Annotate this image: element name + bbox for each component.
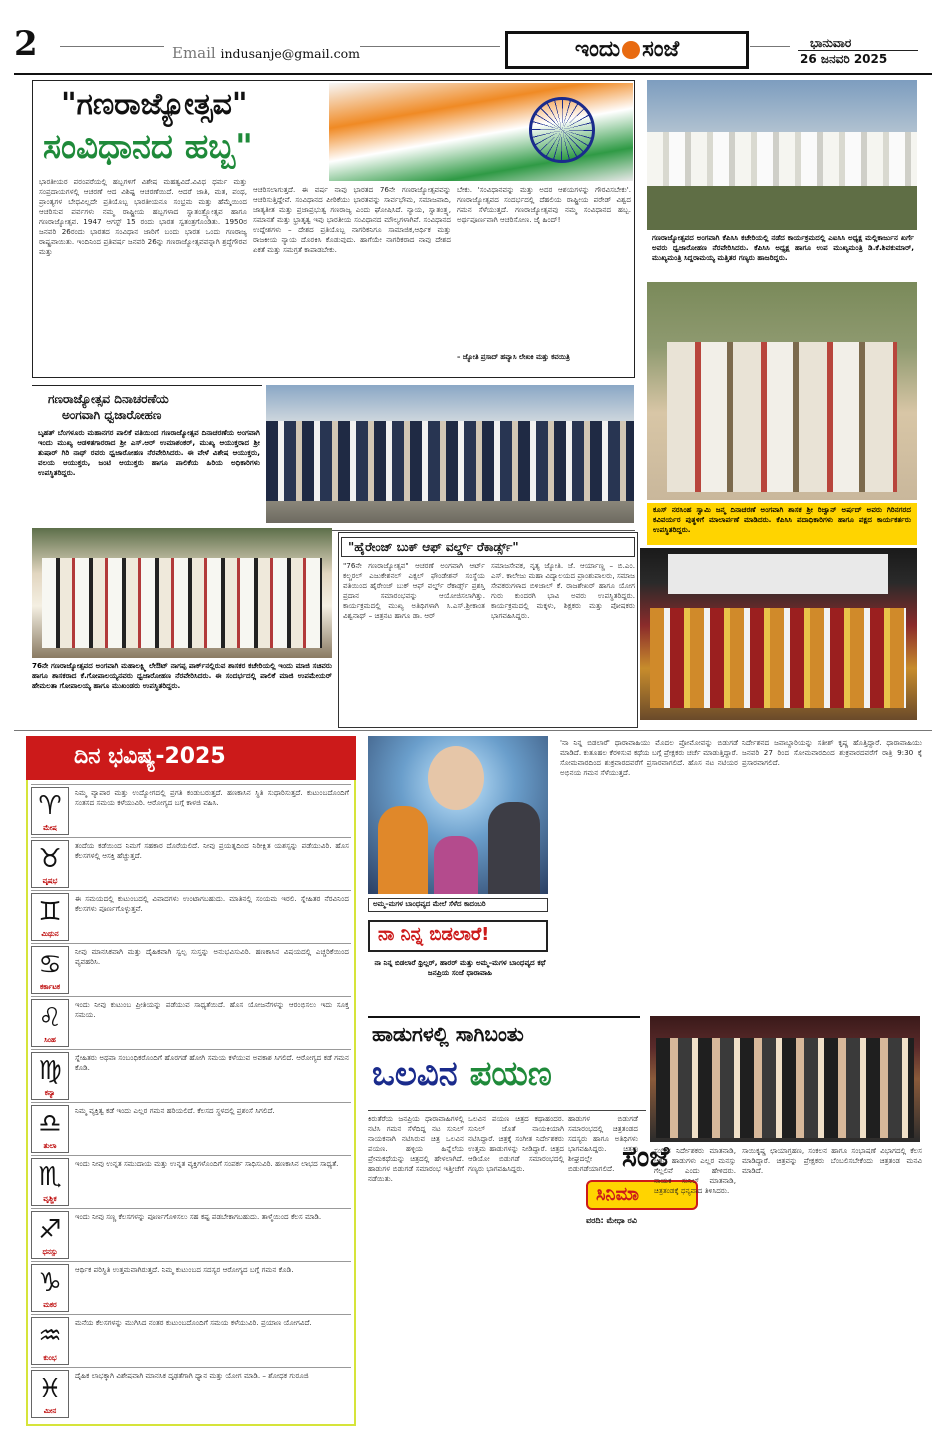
horoscope-row <box>31 784 351 837</box>
zodiac-sign-name: ವೃಶ್ಚಿಕ <box>43 1195 57 1203</box>
republic-title-line2: ಸಂವಿಧಾನದ ಹಬ್ಬ" <box>43 127 253 167</box>
zodiac-glyph-icon: ♊ <box>38 897 62 927</box>
zodiac-glyph-icon: ♓ <box>38 1374 62 1404</box>
tribute-caption-box <box>647 503 917 545</box>
serial-poster <box>368 736 548 894</box>
horoscope-text: ಇಂದು ನೀವು ಕುಟುಂಬ ಪ್ರೀತಿಯನ್ನು ಪಡೆಯುವ ಸಾಧ್ಯತೆಯಿದೆ. ಹೊಸ ಯೋಜನೆಗಳನ್ನು ಆರಂಭಿಸಲು ಇದು ಸೂಕ್ತ ಸಮಯ. <box>75 1000 349 1020</box>
zodiac-sign-badge <box>31 1105 69 1153</box>
masthead-left: ಇಂದು <box>574 37 621 62</box>
zodiac-glyph-icon: ♑ <box>38 1268 62 1298</box>
zodiac-glyph-icon: ♍ <box>38 1056 62 1086</box>
email-line[interactable] <box>172 44 360 62</box>
horoscope-row <box>31 1155 351 1208</box>
zodiac-sign-name: ಮೀನ <box>43 1407 57 1415</box>
serial-caption: ಅಮ್ಮ–ಮಗಳ ಬಾಂಧವ್ಯದ ಮೇಲೆ ಸೆಳೆದ ಕಾದಂಬರಿ <box>373 900 486 908</box>
flag-hoisting-title2: ಅಂಗವಾಗಿ ಧ್ವಜಾರೋಹಣ <box>62 408 162 422</box>
horoscope-text: ನಿಮ್ಮ ವ್ಯಕ್ತಿತ್ವ ಕಡೆ ಇಂದು ಎಲ್ಲರ ಗಮನ ಹರಿಯಲಿದೆ. ಕೆಲಸದ ಸ್ಥಳದಲ್ಲಿ ಪ್ರಶಂಸೆ ಸಿಗಲಿದೆ. <box>75 1106 275 1115</box>
cinema-col3: ಹಾಡುಗಳ ಬಿಡುಗಡೆ ಸಮಾರಂಭದಲ್ಲಿ ಚಿತ್ರತಂಡದ ಸದಸ್ಯರು ಹಾಗೂ ಅತಿಥಿಗಳು ಭಾಗವಹಿಸಿದ್ದರು. ಚಿತ್ರವು ಶೀಘ್ರದಲ್ಲೇ ಬಿಡುಗಡೆಯಾಗಲಿದೆ. <box>568 1114 638 1173</box>
zodiac-sign-badge <box>31 1317 69 1365</box>
masthead-right: ಸಂಜೆ <box>642 37 680 62</box>
zodiac-sign-badge <box>31 1158 69 1206</box>
email-label: Email <box>172 44 216 62</box>
issue-date: 26 ಜನವರಿ 2025 <box>800 52 888 66</box>
horoscope-row <box>31 837 351 890</box>
masthead-logo <box>505 31 749 69</box>
republic-author: – ಜ್ಯೋತಿ ಪ್ರಸಾದ್ ಹವ್ಯಾಸಿ ಲೇಖಕಿ ಮತ್ತು ಕವಯಿತ್ರಿ <box>457 353 570 361</box>
horoscope-row <box>31 1261 351 1314</box>
zodiac-glyph-icon: ♌ <box>38 1003 62 1033</box>
horoscope-row <box>31 1367 351 1420</box>
horoscope-title-bar <box>26 736 356 780</box>
horoscope-text: ಈ ಸಮಯದಲ್ಲಿ ಕುಟುಂಬದಲ್ಲಿ ವಿವಾದಗಳು ಉಂಟಾಗಬಹುದು. ಮಾತಿನಲ್ಲಿ ಸಂಯಮ ಇರಲಿ. ಸ್ನೇಹಿತರ ನೆರವಿನಿಂದ ಕೆಲಸಗಳು ಪೂರ್ಣಗೊಳ್ಳುತ್ತವೆ. <box>75 894 349 914</box>
horoscope-row <box>31 996 351 1049</box>
cinema-title-word-a: ಒಲವಿನ <box>372 1054 458 1094</box>
zodiac-sign-name: ಮಕರ <box>43 1301 57 1309</box>
horoscope-row <box>31 890 351 943</box>
records-title: "ಹೈರೇಂಜ್ ಬುಕ್ ಆಫ್ ವರ್ಲ್ಡ್ ರೆಕಾರ್ಡ್ಸ್" <box>348 540 519 554</box>
zodiac-sign-name: ವೃಷಭ <box>42 877 58 885</box>
republic-title-line1: "ಗಣರಾಜ್ಯೋತ್ಸವ" <box>61 87 248 122</box>
zodiac-glyph-icon: ♏ <box>38 1162 62 1192</box>
zodiac-sign-badge <box>31 999 69 1047</box>
zodiac-sign-name: ಮೇಷ <box>43 824 57 832</box>
zodiac-sign-name: ಧನಸ್ಸು <box>42 1248 58 1256</box>
horoscope-text: ಮನೆಯ ಕೆಲಸಗಳನ್ನು ಮುಗಿಸಿದ ನಂತರ ಕುಟುಂಬದೊಂದಿಗೆ ಸಮಯ ಕಳೆಯುವಿರಿ. ಪ್ರಯಾಣ ಯೋಗವಿದೆ. <box>75 1318 312 1327</box>
records-title-box <box>341 537 635 557</box>
flag-hoisting-body: ಬೃಹತ್ ಬೆಂಗಳೂರು ಮಹಾನಗರ ಪಾಲಿಕೆ ವತಿಯಿಂದ ಗಣರಾಜ್ಯೋತ್ಸವ ದಿನಾಚರಣೆಯ ಅಂಗವಾಗಿ ಇಂದು ಮುಖ್ಯ ಆಡಳಿತಗಾರರಾದ ಶ್ರೀ ಎಸ್.ಆರ್ ಉಮಾಶಂಕರ್, ಮುಖ್ಯ ಆಯುಕ್ತರಾದ ಶ್ರೀ ತುಷಾರ್ ಗಿರಿ ನಾಥ್ ರವರು ಧ್ವಜಾರೋಹಣ ನೆರವೇರಿಸಿದರು. ಈ ವೇಳೆ ವಿಶೇಷ ಆಯುಕ್ತರು, ವಲಯ ಆಯುಕ್ತರು, ಜಂಟಿ ಆಯುಕ್ತರು ಹಾಗೂ ಪಾಲಿಕೆಯ ಹಿರಿಯ ಅಧಿಕಾರಿಗಳು ಉಪಸ್ಥಿತರಿದ್ದರು. <box>38 428 260 477</box>
republic-col3: ಬೇಕು. 'ಸಂವಿಧಾನವನ್ನು ಮತ್ತು ಅದರ ಆಶಯಗಳನ್ನು ಗೌರವಿಸಬೇಕು'. ಗಣರಾಜ್ಯೋತ್ಸವದ ಸಂದರ್ಭದಲ್ಲಿ ದೆಹಲಿಯ ರಾಷ್ಟ್ರೀಯ ಪರೇಡ್ ವಿಶ್ವದ ಗಮನ ಸೆಳೆಯುತ್ತದೆ. ಗಣರಾಜ್ಯೋತ್ಸವವು ನಮ್ಮ ಸಂವಿಧಾನದ ಹಬ್ಬ. ಅರ್ಥಪೂರ್ಣವಾಗಿ ಆಚರಿಸೋಣ. ಜೈ ಹಿಂದ್! <box>457 185 631 224</box>
records-col2: ಸಮಾಜಸೇವಕ, ನೃತ್ಯ ಜ್ಯೋತಿ. ಜೆ. ಆರ್ಯಾಣ್ಣ – ಬಿ.ಎಂ. ಎಸ್. ಕಾಲೇಜು ಮಹಾ ವಿದ್ಯಾಲಯದ ಪ್ರಾಂಶುಪಾಲರು, ಸಮಾಜ ಸೇವಕರುಗಳಾದ ಬಿಳಿಜಾಲ್ ಕೆ. ರಾಜಶೇಖರ್ ಹಾಗೂ ಯೋಗ ಗುರು ಕುಂದರಗಿ ಭಾವಿ ಅವರು ಉಪಸ್ಥಿತರಿದ್ದರು. ಕಾರ್ಯಕ್ರಮದಲ್ಲಿ ಮಕ್ಕಳು, ಶಿಕ್ಷಕರು ಮತ್ತು ಪೋಷಕರು ಭಾಗವಹಿಸಿದ್ದರು. <box>491 561 635 620</box>
records-photo <box>640 548 917 720</box>
records-article <box>338 532 638 728</box>
zodiac-glyph-icon: ♋ <box>38 950 62 980</box>
bbmp-group-photo <box>266 385 634 523</box>
ceremony-caption: 76ನೇ ಗಣರಾಜ್ಯೋತ್ಸವದ ಅಂಗವಾಗಿ ಮಹಾಲಕ್ಷ್ಮಿ ಲೇಔಟ್ ನಾಗಪ್ಪ ಪಾರ್ಕ್‌ನಲ್ಲಿರುವ ಶಾಸಕರ ಕಚೇರಿಯಲ್ಲಿ ಇಂದು ಮಾಜಿ ಸಚಿವರು ಹಾಗೂ ಶಾಸಕರಾದ ಕೆ.ಗೋಪಾಲಯ್ಯನವರು ಧ್ವಜಾರೋಹಣ ನೆರವೇರಿಸಿದರು. ಈ ಸಂದರ್ಭದಲ್ಲಿ ಪಾಲಿಕೆ ಮಾಜಿ ಉಪಮೇಯರ್ ಹೇಮಲತಾ ಗೋಪಾಲಯ್ಯ ಹಾಗೂ ಮುಖಂಡರು ಉಪಸ್ಥಿತರಿದ್ದರು. <box>32 661 332 690</box>
zodiac-sign-name: ಮಿಥುನ <box>41 930 59 938</box>
ashoka-chakra-icon <box>529 97 595 163</box>
horoscope-text: ಇಂದು ನೀವು ಉನ್ನತ ಸಮುದಾಯ ಮತ್ತು ಉನ್ನತ ವ್ಯಕ್ತಿಗಳೊಂದಿಗೆ ಸಂಪರ್ಕ ಸಾಧಿಸುವಿರಿ. ಹಣಕಾಸಿನ ಲಾಭದ ಸಾಧ್ಯತೆ. <box>75 1159 339 1168</box>
sun-icon <box>622 41 640 59</box>
horoscope-text: ಆರ್ಥಿಕ ಪರಿಸ್ಥಿತಿ ಉತ್ತಮವಾಗಿರುತ್ತದೆ. ನಿಮ್ಮ ಕುಟುಂಬದ ಸದಸ್ಯರ ಆರೋಗ್ಯದ ಬಗ್ಗೆ ಗಮನ ಕೊಡಿ. <box>75 1265 294 1274</box>
page-number: 2 <box>14 24 38 64</box>
horoscope-row <box>31 1102 351 1155</box>
horoscope-row <box>31 1049 351 1102</box>
horoscope-text: ಸ್ನೇಹಿತರು ಅಥವಾ ಸಂಬಂಧಿಕರೊಂದಿಗೆ ಹೊರಗಡೆ ಹೋಗಿ ಸಮಯ ಕಳೆಯುವ ಅವಕಾಶ ಸಿಗಲಿದೆ. ಆರೋಗ್ಯದ ಕಡೆ ಗಮನ ಕೊಡಿ. <box>75 1053 349 1073</box>
zodiac-sign-badge <box>31 1370 69 1418</box>
zodiac-sign-badge <box>31 1264 69 1312</box>
cpc-flag-photo <box>647 80 917 230</box>
logo-top: ಸಂಜೆ <box>622 1140 670 1173</box>
zodiac-sign-badge <box>31 840 69 888</box>
zodiac-glyph-icon: ♐ <box>38 1215 62 1245</box>
records-col1: "76ನೇ ಗಣರಾಜ್ಯೋತ್ಸವ" ಆಚರಣೆ ಅಂಗವಾಗಿ ಆರ್ಟ್ ಕಲ್ಚರಲ್ ಎಜುಕೇಶನಲ್ ಎಕ್ಸಲ್ ಫೌಂಡೇಶನ್ ಸಂಸ್ಥೆಯ ವತಿಯಿಂದ ಹೈರೇಂಜ್ ಬುಕ್ ಆಫ್ ವರ್ಲ್ಡ್ ರೆಕಾರ್ಡ್ಸ್ ಪ್ರಶಸ್ತಿ ಪ್ರದಾನ ಸಮಾರಂಭವನ್ನು ಆಯೋಜಿಸಲಾಗಿತ್ತು. ಕಾರ್ಯಕ್ರಮದಲ್ಲಿ ಮುಖ್ಯ ಅತಿಥಿಗಳಾಗಿ ಸಿ.ಎಸ್.ಶ್ರೀಕಾಂತ ವಿಶ್ವನಾಥ್ – ಚಿತ್ರನಟ ಹಾಗೂ ಡಾ. ಆರ್ <box>343 561 485 620</box>
republic-article <box>32 80 635 378</box>
horoscope-text: ತಂದೆಯ ಕಡೆಯಿಂದ ನಿಮಗೆ ಸಹಕಾರ ದೊರೆಯಲಿದೆ. ನೀವು ಪ್ರಯತ್ನದಿಂದ ನಿರೀಕ್ಷಿತ ಯಶಸ್ಸನ್ನು ಪಡೆಯುವಿರಿ. ಹೊಸ ಕೆಲಸಗಳಲ್ಲಿ ಆಸಕ್ತಿ ಹೆಚ್ಚುತ್ತದೆ. <box>75 841 349 861</box>
cinema-title-line1: ಹಾಡುಗಳಲ್ಲಿ ಸಾಗಿಬಂತು <box>372 1022 524 1046</box>
cinema-group-photo <box>650 1016 920 1142</box>
horoscope-text: ಇಂದು ನೀವು ಸಣ್ಣ ಕೆಲಸಗಳನ್ನು ಪೂರ್ಣಗೊಳಿಸಲು ಸಹ ಕಷ್ಟ ಪಡಬೇಕಾಗಬಹುದು. ತಾಳ್ಮೆಯಿಂದ ಕೆಲಸ ಮಾಡಿ. <box>75 1212 322 1221</box>
ceremony-photo <box>32 528 332 658</box>
zodiac-glyph-icon: ♈ <box>38 791 62 821</box>
serial-subtitle: ನಾ ನಿನ್ನ ಬಿಡಲಾರೆ ಥ್ರಿಲ್ಲರ್, ಹಾರರ್ ಮತ್ತು ಅಮ್ಮ–ಮಗಳ ಬಾಂಧವ್ಯದ ಕಥೆ ಜನಪ್ರಿಯ ಸಂಜೆ ಧಾರಾವಾಹಿ <box>374 958 546 977</box>
email-address[interactable]: indusanje@gmail.com <box>220 46 360 61</box>
zodiac-glyph-icon: ♒ <box>38 1321 62 1351</box>
zodiac-sign-badge <box>31 1211 69 1259</box>
zodiac-sign-name: ಕುಂಭ <box>43 1354 57 1362</box>
zodiac-glyph-icon: ♎ <box>38 1109 62 1139</box>
horoscope-title: ದಿನ ಭವಿಷ್ಯ-2025 <box>74 744 226 769</box>
zodiac-sign-name: ಕನ್ಯಾ <box>44 1089 56 1097</box>
cinema-col2: ಒಲವಿನ ಪಯಣ ಚಿತ್ರದ ಕಥಾಹಂದರ. ಸುನಿಲ್ ಜೊತೆ ನಾಯಕಿಯಾಗಿ ನಟಿಸಿದ್ದಾರೆ. ಚಿತ್ರಕ್ಕೆ ಸಂಗೀತ ನಿರ್ದೇಶಕರು ಉತ್ತಮ ಹಾಡುಗಳನ್ನು ನೀಡಿದ್ದಾರೆ. ಚಿತ್ರದ ಆಡಿಯೋ ಬಿಡುಗಡೆ ಸಮಾರಂಭದಲ್ಲಿ ಗಣ್ಯರು ಭಾಗವಹಿಸಿದ್ದರು. <box>468 1114 564 1173</box>
horoscope-row <box>31 943 351 996</box>
cinema-col4: ಸಂಗೀತ ನಿರ್ದೇಶಕರು ಮಾತನಾಡಿ, ಚಿತ್ರದ ಹಾಡುಗಳು ಎಲ್ಲರ ಮನಸ್ಸು ಗೆಲ್ಲಲಿವೆ ಎಂದು ಹೇಳಿದರು. ನಾಯಕ ಸುನಿಲ್ ಮಾತನಾಡಿ, ಚಿತ್ರತಂಡಕ್ಕೆ ಧನ್ಯವಾದ ತಿಳಿಸಿದರು. <box>654 1146 736 1195</box>
cinema-col1: ಕಿರುತೆರೆಯ ಜನಪ್ರಿಯ ಧಾರಾವಾಹಿಗಳಲ್ಲಿ ನಟಿಸಿ ಗಮನ ಸೆಳೆದಿದ್ದ ನಟ ಸುನಿಲ್ ನಾಯಕನಾಗಿ ನಟಿಸಿರುವ ಚಿತ್ರ ಒಲವಿನ ಪಯಣ. ಹಳ್ಳಿಯ ಹಿನ್ನೆಲೆಯ ಪ್ರೇಮಕಥೆಯನ್ನು ಚಿತ್ರದಲ್ಲಿ ಹೇಳಲಾಗಿದೆ. ಹಾಡುಗಳ ಬಿಡುಗಡೆ ಸಮಾರಂಭ ಇತ್ತೀಚೆಗೆ ನಡೆಯಿತು. <box>368 1114 464 1183</box>
republic-col2: ಆಚರಿಸಲಾಗುತ್ತದೆ. ಈ ವರ್ಷ ನಾವು ಭಾರತದ 76ನೇ ಗಣರಾಜ್ಯೋತ್ಸವವನ್ನು ಆಚರಿಸುತ್ತಿದ್ದೇವೆ. ಸಂವಿಧಾನದ ಪೀಠಿಕೆಯು ಭಾರತವನ್ನು ಸಾರ್ವಭೌಮ, ಸಮಾಜವಾದಿ, ಜಾತ್ಯತೀತ ಮತ್ತು ಪ್ರಜಾಪ್ರಭುತ್ವ ಗಣರಾಜ್ಯ ಎಂದು ಘೋಷಿಸಿದೆ. ನ್ಯಾಯ, ಸ್ವಾತಂತ್ರ್ಯ, ಸಮಾನತೆ ಮತ್ತು ಭ್ರಾತೃತ್ವ ಇವು ಭಾರತೀಯ ಸಂವಿಧಾನದ ಮೌಲ್ಯಗಳಾಗಿವೆ. ಸಂವಿಧಾನದ ಉದ್ದೇಶಗಳು – ದೇಶದ ಪ್ರತಿಯೊಬ್ಬ ನಾಗರಿಕನಿಗೂ ಸಾಮಾಜಿಕ,ಆರ್ಥಿಕ ಮತ್ತು ರಾಜಕೀಯ ನ್ಯಾಯ ದೊರಕಿಸಿ ಕೊಡುವುದು. ಹಾಗೆಯೇ ನಾಗರಿಕರಾದ ನಾವು ದೇಶದ ಏಕತೆ ಮತ್ತು ಸಮಗ್ರತೆ ಕಾಪಾಡಬೇಕು. <box>253 185 451 254</box>
zodiac-sign-badge <box>31 787 69 835</box>
cinema-col5: ಸಾಯಿಕೃಷ್ಣ ಛಾಯಾಗ್ರಹಣ, ಸಂಕಲನ ಹಾಗೂ ಸಂಭಾಷಣೆ ವಿಭಾಗದಲ್ಲಿ ಕೆಲಸ ಮಾಡಿದ್ದಾರೆ. ಚಿತ್ರವನ್ನು ಪ್ರೇಕ್ಷಕರು ಬೆಂಬಲಿಸಬೇಕೆಂದು ಚಿತ್ರತಂಡ ಮನವಿ ಮಾಡಿದೆ. <box>742 1146 922 1175</box>
horoscope-text: ನೀವು ಮಾನಸಿಕವಾಗಿ ಮತ್ತು ದೈಹಿಕವಾಗಿ ಸ್ವಲ್ಪ ಸುಸ್ತನ್ನು ಅನುಭವಿಸುವಿರಿ. ಹಣಕಾಸಿನ ವಿಷಯದಲ್ಲಿ ಎಚ್ಚರಿಕೆಯಿಂದ ವ್ಯವಹರಿಸಿ. <box>75 947 349 967</box>
tribute-photo <box>647 282 917 500</box>
issue-day: ಭಾನುವಾರ <box>810 36 852 50</box>
zodiac-sign-badge <box>31 946 69 994</box>
logo-bottom: ಸಿನಿಮಾ <box>596 1184 640 1205</box>
zodiac-sign-name: ಕರ್ಕಾಟಕ <box>39 983 61 991</box>
cpc-photo-caption: ಗಣರಾಜ್ಯೋತ್ಸವದ ಅಂಗವಾಗಿ ಕೆಪಿಸಿಸಿ ಕಚೇರಿಯಲ್ಲಿ ನಡೆದ ಕಾರ್ಯಕ್ರಮದಲ್ಲಿ ಎಐಸಿಸಿ ಅಧ್ಯಕ್ಷ ಮಲ್ಲಿಕಾರ್ಜುನ ಖರ್ಗೆ ಅವರು ಧ್ವಜಾರೋಹಣ ನೆರವೇರಿಸಿದರು. ಕೆಪಿಸಿಸಿ ಅಧ್ಯಕ್ಷ ಹಾಗೂ ಉಪ ಮುಖ್ಯಮಂತ್ರಿ ಡಿ.ಕೆ.ಶಿವಕುಮಾರ್, ಮುಖ್ಯಮಂತ್ರಿ ಸಿದ್ದರಾಮಯ್ಯ ಮತ್ತಿತರ ಗಣ್ಯರು ಹಾಜರಿದ್ದರು. <box>652 233 914 262</box>
flag-hoisting-title1: ಗಣರಾಜ್ಯೋತ್ಸವ ದಿನಾಚರಣೆಯ <box>48 392 169 406</box>
horoscope-text: ನಿಮ್ಮ ವ್ಯಾಪಾರ ಮತ್ತು ಉದ್ಯೋಗದಲ್ಲಿ ಪ್ರಗತಿ ಕಂಡುಬರುತ್ತದೆ. ಹಣಕಾಸಿನ ಸ್ಥಿತಿ ಸುಧಾರಿಸುತ್ತದೆ. ಕುಟುಂಬದೊಂದಿಗೆ ಸಂತಸದ ಸಮಯ ಕಳೆಯುವಿರಿ. ಆರೋಗ್ಯದ ಬಗ್ಗೆ ಕಾಳಜಿ ವಹಿಸಿ. <box>75 788 349 808</box>
serial-col2: ನಿರ್ದೇಶನದ ಜವಾಬ್ದಾರಿಯನ್ನು ಸತೀಶ್ ಕೃಷ್ಣ ಹೊತ್ತಿದ್ದಾರೆ. ಧಾರಾವಾಹಿಯು ಜನವರಿ 27 ರಿಂದ ಸೋಮವಾರದಿಂದ ಶುಕ್ರವಾರದವರೆಗೆ ರಾತ್ರಿ 9:30 ಕ್ಕೆ ಪ್ರಸಾರವಾಗಲಿದೆ. <box>742 738 922 767</box>
cinema-reporter: ವರದಿ: ಮೇಧಾ ರವಿ <box>586 1216 637 1225</box>
republic-col1: ಭಾರತೀಯರ ಪರಂಪರೆಯಲ್ಲಿ ಹಬ್ಬಗಳಿಗೆ ವಿಶೇಷ ಮಹತ್ವವಿದೆ.ವಿವಿಧ ಧರ್ಮ ಮತ್ತು ಸಂಪ್ರದಾಯಗಳಲ್ಲಿ ಆಚರಣೆ ಆದ ವಿಶಿಷ್ಟ ಆಚರಣೆಯಿದೆ. ಆದರೆ ಜಾತಿ, ಮತ, ಪಂಥ, ಪ್ರಾಂತ್ಯಗಳ ಬೇಧವಿಲ್ಲದೇ ಪ್ರತಿಯೊಬ್ಬ ಭಾರತೀಯನೂ ಸಂಭ್ರಮ ಮತ್ತು ಹೆಮ್ಮೆಯಿಂದ ಆಚರಿಸುವ ಪರ್ವಗಳು ನಮ್ಮ ರಾಷ್ಟ್ರೀಯ ಹಬ್ಬಗಳಾದ ಸ್ವಾತಂತ್ರ್ಯೋತ್ಸವ ಹಾಗೂ ಗಣರಾಜ್ಯೋತ್ಸವ. 1947 ಆಗಸ್ಟ್ 15 ರಂದು ಭಾರತ ಸ್ವತಂತ್ರಗೊಂಡಿತು. 1950ರ ಜನವರಿ 26ರಂದು ಭಾರತದ ಸಂವಿಧಾನ ಜಾರಿಗೆ ಬಂದು ಭಾರತ ಒಂದು ಗಣರಾಜ್ಯ ರಾಷ್ಟ್ರವಾಯಿತು. ಇಂದಿನಿಂದ ಪ್ರತಿವರ್ಷ ಜನವರಿ 26ನ್ನು ಗಣರಾಜ್ಯೋತ್ಸವವನ್ನಾಗಿ ಶ್ರದ್ಧೆಗೌರವ ಮತ್ತು <box>39 177 247 256</box>
serial-title: ನಾ ನಿನ್ನ ಬಿಡಲಾರೆ! <box>378 924 490 945</box>
flag-hoisting-article <box>32 385 262 525</box>
zodiac-sign-name: ತುಲಾ <box>43 1142 57 1150</box>
cinema-title-line2 <box>372 1054 552 1094</box>
tribute-caption: ಕೂಸ್ ನರಸಿಂಹ ಸ್ವಾಮಿ ಜನ್ಮ ದಿನಾಚರಣೆ ಅಂಗವಾಗಿ ಶಾಸಕ ಶ್ರೀ ರಿಜ್ವಾನ್ ಅರ್ಷದ್ ಅವರು ಗಿರಿನಗರದ ಕವಿವರ್ಯರ ಪುತ್ಥಳಿಗೆ ಮಾಲಾರ್ಪಣೆ ಮಾಡಿದರು. ಕೆಪಿಸಿಸಿ ಪದಾಧಿಕಾರಿಗಳು ಹಾಗೂ ಪಕ್ಷದ ಕಾರ್ಯಕರ್ತರು ಉಪಸ್ಥಿತರಿದ್ದರು. <box>653 505 911 534</box>
horoscope-row <box>31 1208 351 1261</box>
horoscope-text: ದೈಹಿಕ ಲಾಭಕ್ಕಾಗಿ ವಿಶೇಷವಾಗಿ ಮಾನಸಿಕ ದೃಢತೆಗಾಗಿ ಧ್ಯಾನ ಮತ್ತು ಯೋಗ ಮಾಡಿ. – ಶೋಧಕ ಗುರೂಜಿ <box>75 1371 309 1380</box>
zodiac-sign-badge <box>31 893 69 941</box>
zodiac-sign-badge <box>31 1052 69 1100</box>
cinema-title-word-b: ಪಯಣ <box>469 1054 552 1094</box>
serial-title-box <box>368 920 548 952</box>
zodiac-sign-name: ಸಿಂಹ <box>44 1036 56 1044</box>
horoscope-row <box>31 1314 351 1367</box>
zodiac-glyph-icon: ♉ <box>38 844 62 874</box>
flag-banner <box>329 83 633 181</box>
serial-caption-bar <box>368 898 548 912</box>
serial-col1: 'ನಾ ನಿನ್ನ ಬಿಡಲಾರೆ' ಧಾರಾವಾಹಿಯು ಮೊದಲ ಪ್ರೋಮೋವನ್ನು ಬಿಡುಗಡೆ ಮಾಡಿದೆ. ಕುತೂಹಲ ಕೆರಳಿಸುವ ಕಥೆಯ ಬಗ್ಗೆ ಪ್ರೇಕ್ಷಕರು ಚರ್ಚೆ ಮಾಡುತ್ತಿದ್ದಾರೆ. ಸೋಮವಾರದಿಂದ ಶುಕ್ರವಾರದವರೆಗೆ ಪ್ರಸಾರವಾಗಲಿದೆ. ಹೊಸ ನಟ ನಟಿಯರ ಅಭಿನಯ ಗಮನ ಸೆಳೆಯುತ್ತದೆ. <box>560 738 738 777</box>
